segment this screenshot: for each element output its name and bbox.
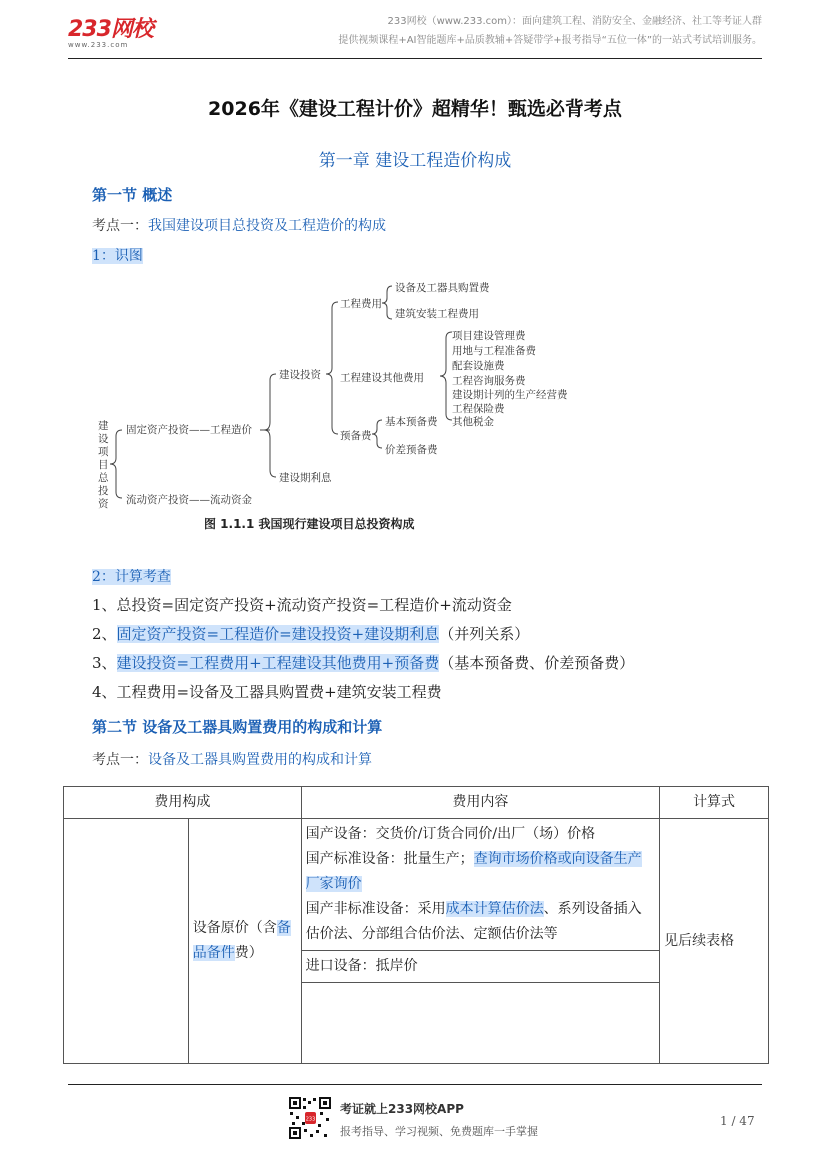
table-cell-domestic [301,819,659,951]
qr-code-icon[interactable] [288,1096,332,1140]
diagram-other-item: 其他税金 [452,416,494,428]
diagram-root: 建设项目总投资 [98,420,109,510]
calc-line-3-highlight: 建设投资=工程费用+工程建设其他费用+预备费 [116,654,440,672]
calc-line-2 [92,623,529,644]
chapter-title: 第一章 建设工程造价构成 [318,151,512,171]
calc-line-3-tail: （基本预备费、价差预备费） [439,654,635,672]
diagram-other-item: 项目建设管理费 [452,330,526,342]
nonstandard-equipment: 国产非标准设备：采用成本计算估价法、系列设备插入估价法、分部组合估价法、定额估价法等 [305,901,642,942]
diagram-reserve-item: 基本预备费 [385,416,438,428]
svg-text:233: 233 [305,1116,316,1123]
calc-line-2-highlight: 固定资产投资=工程造价=建设投资+建设期利息 [116,625,440,643]
calc-line-3-num: 3、 [92,654,117,672]
footer-app-subtitle: 报考指导、学习视频、免费题库一手掌握 [340,1125,538,1138]
diagram-other-item: 工程保险费 [452,403,505,415]
footer-app-title: 考证就上233网校APP [340,1102,464,1116]
diagram-eng-item: 建筑安装工程费用 [395,308,479,320]
footer-divider [68,1084,762,1085]
diagram-construction-invest: 建设投资 [279,369,321,381]
section-heading-2: 第二节 设备及工器具购置费用的构成和计算 [92,718,383,736]
calc-line-1: 1、总投资=固定资产投资+流动资产投资=工程造价+流动资金 [92,596,512,614]
row-label-highlight: 备品备件 [192,920,291,961]
standard-equipment-highlight: 查询市场价格或向设备生产厂家询价 [305,851,642,892]
subheading-diagram-label: 1：识图 [92,248,143,264]
diagram-other-item: 工程咨询服务费 [452,375,526,387]
domestic-equipment: 国产设备：交货价/订货合同价/出厂（场）价格 [305,826,596,842]
subheading-calc-label: 2：计算考查 [92,569,171,585]
key-point-text: 设备及工器具购置费用的构成和计算 [148,752,372,768]
table-cell-equipment-price [188,819,301,1064]
header-intro [338,12,762,50]
diagram-reserve: 预备费 [340,430,372,442]
diagram-flow-asset: 流动资产投资——流动资金 [126,494,252,506]
logo-text: 233网校 [68,17,153,42]
subheading-diagram [92,245,143,265]
key-point-text: 我国建设项目总投资及工程造价的构成 [148,218,386,234]
key-point-prefix: 考点一： [92,752,148,768]
table-cell-import: 进口设备：抵岸价 [301,951,659,983]
subheading-calc [92,566,171,586]
equipment-cost-table [63,786,769,1064]
header-line-1: 233网校（www.233.com）：面向建筑工程、消防安全、金融经济、社工等考证人群 [387,16,762,27]
diagram-fixed-asset: 固定资产投资——工程造价 [126,424,252,436]
nonstandard-equipment-highlight: 成本计算估价法 [445,901,544,917]
document-title: 2026年《建设工程计价》超精华！甄选必背考点 [208,98,622,120]
diagram-other-item: 建设期计列的生产经营费 [452,389,568,401]
header-divider [68,58,762,59]
key-point-1 [92,215,386,235]
diagram-caption: 图 1.1.1 我国现行建设项目总投资构成 [204,517,415,531]
diagram-engineering-cost: 工程费用 [340,298,382,310]
table-header-cell: 费用内容 [301,787,659,819]
diagram-eng-item: 设备及工器具购置费 [395,282,490,294]
table-header-row [64,787,769,819]
calc-line-4: 4、工程费用=设备及工器具购置费+建筑安装工程费 [92,683,442,701]
standard-equipment: 国产标准设备：批量生产；查询市场价格或向设备生产厂家询价 [305,851,642,892]
site-logo[interactable] [68,12,168,49]
key-point-2 [92,749,372,769]
row-label-post: 费） [234,945,263,961]
table-cell-formula: 见后续表格 [660,819,769,1064]
table-header-cell: 计算式 [660,787,769,819]
table-header-cell: 费用构成 [64,787,302,819]
page-number: 1 / 47 [720,1114,755,1128]
table-cell-blank [301,983,659,1064]
calc-line-2-num: 2、 [92,625,117,643]
diagram-other-item: 用地与工程准备费 [452,345,536,357]
table-row [64,819,769,951]
header-line-2: 提供视频课程+AI智能题库+品质教辅+答疑带学+报考指导“五位一体”的一站式考试培训服务。 [338,35,762,46]
diagram-other-cost: 工程建设其他费用 [340,372,424,384]
diagram-reserve-item: 价差预备费 [385,444,438,456]
investment-structure-diagram [90,272,590,534]
key-point-prefix: 考点一： [92,218,148,234]
calc-line-2-tail: （并列关系） [439,625,530,643]
diagram-interest: 建设期利息 [279,472,332,484]
section-heading-1: 第一节 概述 [92,186,173,204]
calc-line-3 [92,652,634,673]
table-cell-blank [64,819,189,1064]
row-label-pre: 设备原价（含 [192,920,277,936]
diagram-other-item: 配套设施费 [452,360,505,372]
logo-url: www.233.com [68,41,129,49]
